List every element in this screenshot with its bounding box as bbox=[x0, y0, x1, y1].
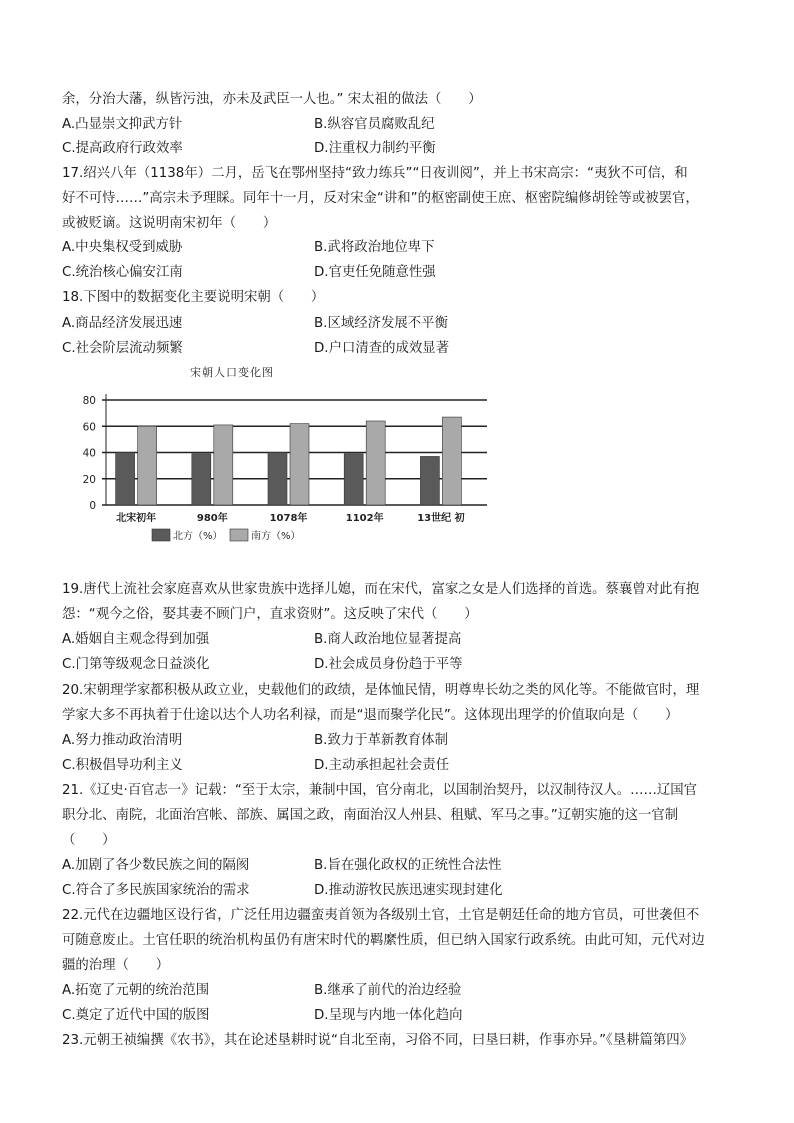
legend-swatch-1 bbox=[230, 529, 248, 541]
legend-label: 南方（%） bbox=[251, 531, 301, 542]
x-category-label: 1078年 bbox=[269, 513, 308, 524]
q17-option-b[interactable]: B.武将政治地位卑下 bbox=[314, 240, 435, 255]
q17-option-a[interactable]: A.中央集权受到威胁 bbox=[62, 240, 183, 255]
q19-option-b[interactable]: B.商人政治地位显著提高 bbox=[314, 632, 462, 647]
question-17-stem-line-2: 好不可恃……”高宗未予理睬。同年十一月，反对宋金“讲和”的枢密副使王庶、枢密院编修胡铨等或被罢官， bbox=[62, 191, 699, 206]
x-category-label: 980年 bbox=[196, 513, 228, 524]
question-16-stem-tail: 余，分治大藩，纵皆污浊，亦未及武臣一人也。” 宋太祖的做法（ ） bbox=[62, 92, 482, 107]
q16-option-d[interactable]: D.注重权力制约平衡 bbox=[314, 141, 436, 156]
q19-option-c[interactable]: C.门第等级观念日益淡化 bbox=[62, 657, 210, 672]
y-tick-label: 80 bbox=[82, 395, 96, 407]
q21-option-a[interactable]: A.加剧了各少数民族之间的隔阂 bbox=[62, 858, 250, 873]
q18-option-d[interactable]: D.户口清查的成效显著 bbox=[314, 341, 450, 356]
question-21-stem-line-1: 21.《辽史·百官志一》记载：“至于太宗，兼制中国，官分南北，以国制治契丹，以汉制待汉人。……辽国官 bbox=[62, 783, 698, 798]
question-22-stem-line-1: 22.元代在边疆地区设行省，广泛任用边疆蛮夷首领为各级别土官，土官是朝廷任命的地方官员，可世袭但不 bbox=[62, 908, 700, 923]
q21-option-d[interactable]: D.推动游牧民族迅速实现封建化 bbox=[314, 883, 503, 898]
q22-option-a[interactable]: A.拓宽了元朝的统治范围 bbox=[62, 983, 210, 998]
q20-option-c[interactable]: C.积极倡导功利主义 bbox=[62, 758, 183, 773]
y-tick-label: 40 bbox=[82, 447, 96, 460]
bar-south-4 bbox=[442, 417, 461, 505]
q18-option-b[interactable]: B.区域经济发展不平衡 bbox=[314, 316, 448, 331]
q19-option-a[interactable]: A.婚姻自主观念得到加强 bbox=[62, 632, 210, 647]
q18-option-c[interactable]: C.社会阶层流动频繁 bbox=[62, 341, 183, 356]
q18-option-a[interactable]: A.商品经济发展迅速 bbox=[62, 316, 183, 331]
q17-option-d[interactable]: D.官吏任免随意性强 bbox=[314, 265, 436, 280]
question-20-stem-line-1: 20.宋朝理学家都积极从政立业，史载他们的政绩，是体恤民情，明尊卑长幼之类的风化等。不能做官时，理 bbox=[62, 683, 700, 698]
x-category-label: 1102年 bbox=[345, 513, 384, 524]
chart-title: 宋朝人口变化图 bbox=[190, 366, 274, 379]
q22-option-c[interactable]: C.奠定了近代中国的版图 bbox=[62, 1008, 210, 1023]
q20-option-a[interactable]: A.努力推动政治清明 bbox=[62, 733, 183, 748]
q20-option-b[interactable]: B.致力于革新教育体制 bbox=[314, 733, 448, 748]
q22-option-d[interactable]: D.呈现与内地一体化趋向 bbox=[314, 1008, 463, 1023]
legend-swatch-0 bbox=[152, 529, 170, 541]
x-category-label: 北宋初年 bbox=[116, 513, 157, 524]
y-tick-label: 60 bbox=[82, 421, 96, 434]
question-17-stem-line-3: 或被贬谪。这说明南宋初年（ ） bbox=[62, 216, 277, 231]
legend-label: 北方（%） bbox=[173, 531, 223, 542]
question-19-stem-line-2: 怨：“观今之俗，娶其妻不顾门户，直求资财”。这反映了宋代（ ） bbox=[62, 607, 478, 622]
bar-north-3 bbox=[344, 454, 363, 505]
question-21-stem-line-3: （ ） bbox=[62, 833, 116, 848]
question-18-stem: 18.下图中的数据变化主要说明宋朝（ ） bbox=[62, 290, 325, 305]
question-20-stem-line-2: 学家大多不再执着于仕途以达个人功名利禄，而是“退而聚学化民”。这体现出理学的价值取向是（ ） bbox=[62, 708, 679, 723]
question-21-stem-line-2: 职分北、南院，北面治宫帐、部族、属国之政，南面治汉人州县、租赋、军马之事。”辽朝实施的这一官制 bbox=[62, 808, 679, 823]
q16-option-b[interactable]: B.纵容官员腐败乱纪 bbox=[314, 117, 435, 132]
q22-option-b[interactable]: B.继承了前代的治边经验 bbox=[314, 983, 462, 998]
question-19-stem-line-1: 19.唐代上流社会家庭喜欢从世家贵族中选择儿媳，而在宋代，富家之女是人们选择的首选。蔡襄曾对此有抱 bbox=[62, 582, 700, 597]
question-22-stem-line-2: 可随意废止。土官任职的统治机构虽仍有唐宋时代的羁縻性质，但已纳入国家行政系统。由此可知，元代对边 bbox=[62, 933, 705, 948]
q17-option-c[interactable]: C.统治核心偏安江南 bbox=[62, 265, 183, 280]
population-bar-chart bbox=[62, 360, 502, 560]
q19-option-d[interactable]: D.社会成员身份趋于平等 bbox=[314, 657, 463, 672]
question-17-stem-line-1: 17.绍兴八年（1138年）二月，岳飞在鄂州坚持“致力练兵”“日夜训阅”，并上书宋高宗：“夷狄不可信，和 bbox=[62, 166, 688, 181]
q16-option-a[interactable]: A.凸显崇文抑武方针 bbox=[62, 117, 183, 132]
bar-south-2 bbox=[290, 424, 309, 505]
q20-option-d[interactable]: D.主动承担起社会责任 bbox=[314, 758, 450, 773]
bar-north-4 bbox=[420, 456, 439, 505]
bar-south-1 bbox=[214, 425, 233, 505]
bar-south-3 bbox=[366, 421, 385, 505]
y-tick-label: 20 bbox=[82, 473, 96, 486]
bar-north-2 bbox=[268, 453, 287, 506]
bar-south-0 bbox=[138, 426, 157, 505]
bar-north-1 bbox=[192, 454, 211, 505]
q21-option-b[interactable]: B.旨在强化政权的正统性合法性 bbox=[314, 858, 502, 873]
q16-option-c[interactable]: C.提高政府行政效率 bbox=[62, 141, 183, 156]
y-tick-label: 0 bbox=[89, 500, 96, 512]
bar-north-0 bbox=[116, 453, 135, 506]
x-category-label: 13世纪 初 bbox=[417, 513, 465, 524]
question-22-stem-line-3: 疆的治理（ ） bbox=[62, 958, 170, 973]
q21-option-c[interactable]: C.符合了多民族国家统治的需求 bbox=[62, 883, 250, 898]
question-23-stem: 23.元朝王祯编撰《农书》，其在论述垦耕时说“自北至南，习俗不同，曰垦曰耕，作事亦异。”《垦耕篇第四》 bbox=[62, 1033, 694, 1048]
